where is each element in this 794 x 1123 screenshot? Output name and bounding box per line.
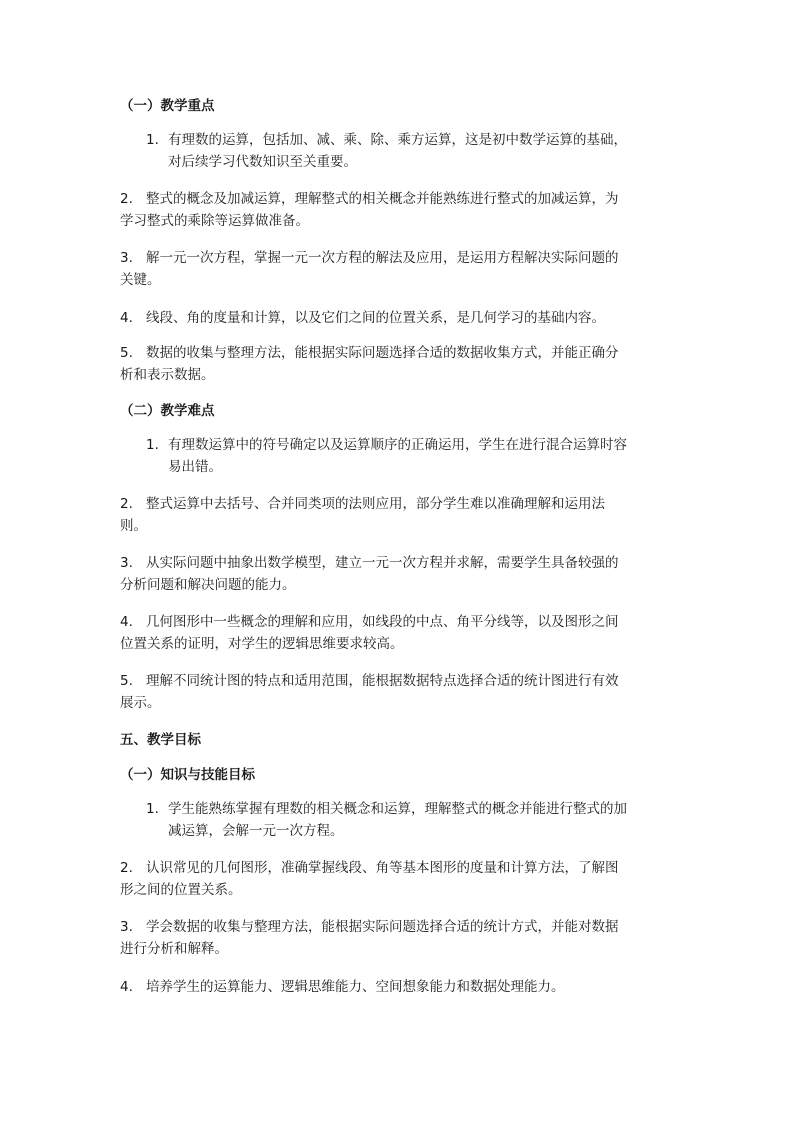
list-text-continued: 展示。 xyxy=(120,695,161,711)
list-text-continued: 减运算，会解一元一次方程。 xyxy=(168,823,344,839)
list-text-continued: 则。 xyxy=(120,518,147,534)
section-heading-key-points: （一）教学重点 xyxy=(120,98,215,114)
list-text-continued: 易出错。 xyxy=(168,459,222,475)
list-item xyxy=(120,857,670,901)
list-item xyxy=(146,434,672,478)
chapter-heading-objectives: 五、教学目标 xyxy=(120,732,201,748)
list-number: 1. xyxy=(146,437,159,453)
section-heading-knowledge-skills: （一）知识与技能目标 xyxy=(120,767,255,783)
list-text-continued: 进行分析和解释。 xyxy=(120,941,228,957)
list-text: 线段、角的度量和计算，以及它们之间的位置关系，是几何学习的基础内容。 xyxy=(146,310,605,326)
list-text-continued: 析和表示数据。 xyxy=(120,367,215,383)
list-item xyxy=(120,916,670,960)
section-heading-difficulties: （二）教学难点 xyxy=(120,403,215,419)
list-text: 从实际问题中抽象出数学模型，建立一元一次方程并求解，需要学生具备较强的 xyxy=(146,555,619,571)
list-item xyxy=(120,247,670,291)
list-text-continued: 对后续学习代数知识至关重要。 xyxy=(168,154,357,170)
list-number: 4. xyxy=(120,979,133,995)
list-text: 学生能熟练掌握有理数的相关概念和运算，理解整式的概念并能进行整式的加 xyxy=(168,801,627,817)
list-text: 有理数运算中的符号确定以及运算顺序的正确运用，学生在进行混合运算时容 xyxy=(168,437,627,453)
list-number: 1. xyxy=(146,132,159,148)
list-item xyxy=(120,611,670,655)
list-number: 4. xyxy=(120,310,133,326)
list-text: 认识常见的几何图形，准确掌握线段、角等基本图形的度量和计算方法，了解图 xyxy=(146,860,619,876)
list-item xyxy=(120,188,670,232)
list-text: 几何图形中一些概念的理解和应用，如线段的中点、角平分线等，以及图形之间 xyxy=(146,614,619,630)
list-text: 学会数据的收集与整理方法，能根据实际问题选择合适的统计方式，并能对数据 xyxy=(146,919,619,935)
list-number: 2. xyxy=(120,191,133,207)
list-item xyxy=(120,670,670,714)
list-item xyxy=(146,798,672,842)
list-item xyxy=(120,307,670,329)
list-number: 2. xyxy=(120,860,133,876)
list-text: 解一元一次方程，掌握一元一次方程的解法及应用，是运用方程解决实际问题的 xyxy=(146,250,619,266)
list-text-continued: 学习整式的乘除等运算做准备。 xyxy=(120,213,309,229)
list-text: 理解不同统计图的特点和适用范围，能根据数据特点选择合适的统计图进行有效 xyxy=(146,673,619,689)
list-item xyxy=(120,493,670,537)
list-number: 3. xyxy=(120,919,133,935)
list-text: 有理数的运算，包括加、减、乘、除、乘方运算，这是初中数学运算的基础， xyxy=(168,132,627,148)
list-text: 整式的概念及加减运算，理解整式的相关概念并能熟练进行整式的加减运算，为 xyxy=(146,191,619,207)
list-item xyxy=(120,342,670,386)
list-number: 4. xyxy=(120,614,133,630)
list-number: 3. xyxy=(120,250,133,266)
list-text-continued: 关键。 xyxy=(120,272,161,288)
list-text: 培养学生的运算能力、逻辑思维能力、空间想象能力和数据处理能力。 xyxy=(146,979,565,995)
list-number: 5. xyxy=(120,345,133,361)
list-number: 3. xyxy=(120,555,133,571)
list-text-continued: 分析问题和解决问题的能力。 xyxy=(120,577,296,593)
list-number: 2. xyxy=(120,496,133,512)
list-item xyxy=(120,976,670,998)
list-number: 5. xyxy=(120,673,133,689)
list-number: 1. xyxy=(146,801,159,817)
list-text-continued: 位置关系的证明，对学生的逻辑思维要求较高。 xyxy=(120,636,404,652)
list-text-continued: 形之间的位置关系。 xyxy=(120,882,242,898)
list-item xyxy=(120,552,670,596)
list-text: 数据的收集与整理方法，能根据实际问题选择合适的数据收集方式，并能正确分 xyxy=(146,345,619,361)
list-item xyxy=(146,129,672,173)
list-text: 整式运算中去括号、合并同类项的法则应用，部分学生难以准确理解和运用法 xyxy=(146,496,605,512)
